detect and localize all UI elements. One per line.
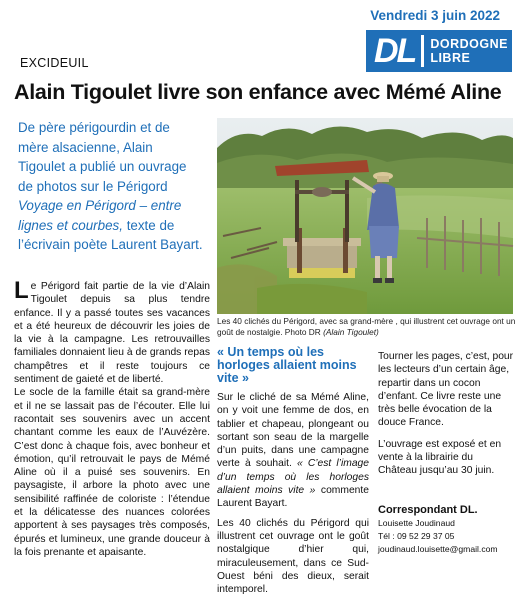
lead-book-title-end: lignes et courbes, — [18, 217, 123, 233]
logo-name — [430, 37, 508, 65]
section-label: EXCIDEUIL — [20, 56, 89, 70]
lead-line-book-title: Voyage en Périgord – entre — [18, 198, 182, 213]
paragraph-nostalgia: Les 40 clichés du Périgord qui illustrent cet ouvrage ont le goût nostalgique d’hier qui, miraculeusement, dans ce Sud-Ouest béni des dieux, serait intemporel. — [217, 517, 369, 596]
article-column-1 — [14, 277, 210, 559]
caption-credit-name: (Alain Tigoulet) — [323, 327, 379, 337]
paragraph-family: Le socle de la famille était sa grand-mère et il ne se lassait pas de l’écouter. Elle lui racontait ses souvenirs avec un accent chantant comme les eaux de l’Auvézère. C’est donc à chaque fois, avec bonheur et émotion, qu’il retrouvait le pays de Mémé Aline où il a puisé ses souvenirs. En paysagiste, il arbore la photo avec une sensibilité raffinée de coloriste : l’étendue et la délicatesse des nuances colorées apportent à ses paysages très composés, épurés et lumineux, une grande douceur à la fois prenante et apaisante. — [14, 387, 210, 558]
paragraph-photo-quote: « C’est l’image d’un temps où les horloges allaient moins vite » — [217, 458, 370, 497]
paragraph-pages: Tourner les pages, c’est, pour les lecteurs d’un certain âge, repartir dans un cocon d’enfant. Ce livre reste une très belle évocation de la douce France. — [378, 351, 514, 429]
article-headline: Alain Tigoulet livre son enfance avec Mémé Aline — [14, 80, 502, 104]
paragraph-intro-text: e Périgord fait partie de la vie d’Alain Tigoulet depuis sa plus tendre enfance. Il y a passé toutes ses vacances et a été heureux de découvrir les joies de la vie à la campagne. Les retrouvailles familiales donnaient lieu à de grands repas champêtres et il reste toujours ce sentiment de gaieté et de liberté. — [14, 281, 210, 386]
logo-separator — [421, 35, 424, 67]
lead-line: Tigoulet a publié un ouvrage — [18, 159, 187, 174]
logo-line-2: LIBRE — [430, 51, 471, 65]
article-column-3 — [378, 350, 514, 556]
photo-caption — [217, 316, 517, 338]
article-lead — [18, 118, 210, 255]
dropcap: L — [14, 277, 29, 304]
paragraph-exhibition: L’ouvrage est exposé et en vente à la librairie du Château jusqu’au 30 juin. — [378, 438, 502, 477]
paragraph-photo-text: Sur le cliché de sa Mémé Aline, on y voit une femme de dos, en tablier et chapeau, plongeant ou sortant son seau de la margelle d’un puits, dans une campagne verte à souhait. — [217, 392, 369, 470]
date-line: Vendredi 3 juin 2022 — [370, 8, 500, 23]
logo-line-1: DORDOGNE — [430, 37, 508, 51]
lead-line: De père périgourdin et de — [18, 120, 170, 135]
lead-line: de photos sur le Périgord — [18, 178, 168, 194]
article-photo — [217, 118, 513, 314]
lead-line: mère alsacienne, Alain — [18, 139, 153, 155]
dordogne-libre-logo — [366, 30, 512, 72]
article-column-2 — [217, 346, 369, 602]
photo-well-grandmother — [217, 118, 513, 314]
correspondent-phone: Tél : 09 52 29 37 05 — [378, 530, 455, 541]
paragraph-intro — [14, 277, 210, 386]
lead-line: l’écrivain poète Laurent Bayart. — [18, 237, 203, 252]
paragraph-photo-description — [217, 391, 369, 511]
correspondent-name: Louisette Joudinaud — [378, 517, 455, 528]
subheading-quote: « Un temps où les horloges allaient moins vite » — [217, 345, 357, 385]
correspondent-title: Correspondant DL. — [378, 503, 478, 516]
correspondent-email: joudinaud.louisette@gmail.com — [378, 543, 498, 554]
logo-letters: DL — [374, 32, 416, 70]
caption-text: Les 40 clichés du Périgord, avec sa grand-mère , qui illustrent cet ouvrage ont un goût de nostalgie. Photo DR — [217, 316, 516, 337]
lead-line: lignes et courbes, texte de — [18, 217, 175, 233]
paragraph-photo-attribution: commente Laurent Bayart. — [217, 485, 369, 510]
